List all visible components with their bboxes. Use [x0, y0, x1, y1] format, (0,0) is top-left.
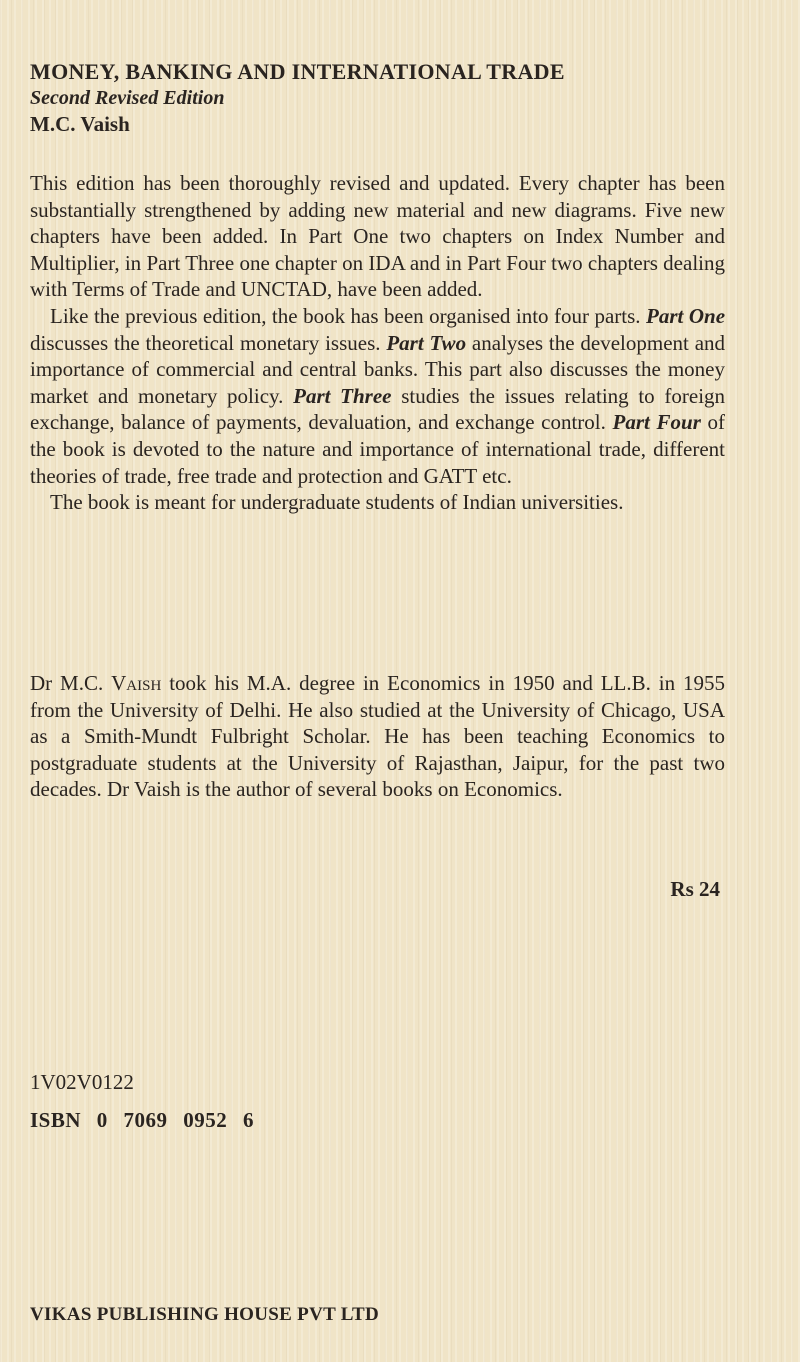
- author-bio: [30, 670, 725, 803]
- price-label: Rs 24: [670, 877, 720, 901]
- part-four-text: of the book is devoted to the nature and importance of international trade, different theories of trade, free trade and protection and GATT etc.: [30, 410, 726, 488]
- part-one-label: Part One: [646, 303, 726, 328]
- parts-intro: Like the previous edition, the book has been organised into four parts.: [50, 303, 641, 328]
- author-bio-paragraph: [30, 670, 725, 803]
- description-paragraph-2: [30, 303, 725, 489]
- description-paragraph-3: The book is meant for undergraduate students of Indian universities.: [50, 490, 624, 515]
- isbn-part: 0: [96, 1108, 108, 1132]
- book-author: M.C. Vaish: [30, 112, 130, 136]
- book-edition: Second Revised Edition: [30, 87, 225, 109]
- isbn-part: 7069: [123, 1108, 168, 1132]
- isbn-part: 0952: [183, 1108, 228, 1132]
- part-two-text: analyses the development and importance of commercial and central banks. This part also discusses the money market and monetary policy.: [30, 330, 726, 408]
- isbn-label: ISBN: [30, 1108, 82, 1132]
- cover-header: [30, 58, 725, 138]
- publisher-name: VIKAS PUBLISHING HOUSE PVT LTD: [30, 1304, 379, 1325]
- bio-text: took his M.A. degree in Economics in 1950 and LL.B. in 1955 from the University of Delhi. He also studied at the University of Chicago, USA as a Smith-Mundt Fulbright Scholar. He has been teaching Economics to postgraduate students at the University of Rajasthan, Jaipur, for the past two decades. Dr Vaish is the author of several books on Economics.: [30, 671, 726, 802]
- book-description: [30, 170, 725, 516]
- bio-prefix: Dr M.C.: [30, 671, 104, 695]
- part-one-text: discusses the theoretical monetary issues.: [30, 330, 381, 355]
- part-four-label: Part Four: [612, 410, 701, 435]
- part-three-text: studies the issues relating to foreign exchange, balance of payments, devaluation, and exchange control.: [30, 383, 726, 435]
- bio-surname: Vaish: [111, 671, 162, 695]
- description-paragraph-1: This edition has been thoroughly revised and updated. Every chapter has been substantially strengthened by adding new material and new diagrams. Five new chapters have been added. In Part One two chapters on Index Number and Multiplier, in Part Three one chapter on IDA and in Part Four two chapters dealing with Terms of Trade and UNCTAD, have been added.: [30, 171, 725, 302]
- part-two-label: Part Two: [386, 330, 467, 355]
- isbn-line: [30, 1108, 264, 1133]
- book-title: MONEY, BANKING AND INTERNATIONAL TRADE: [30, 59, 565, 84]
- catalog-code: 1V02V0122: [30, 1070, 134, 1094]
- part-three-label: Part Three: [293, 383, 392, 408]
- isbn-part: 6: [243, 1108, 255, 1132]
